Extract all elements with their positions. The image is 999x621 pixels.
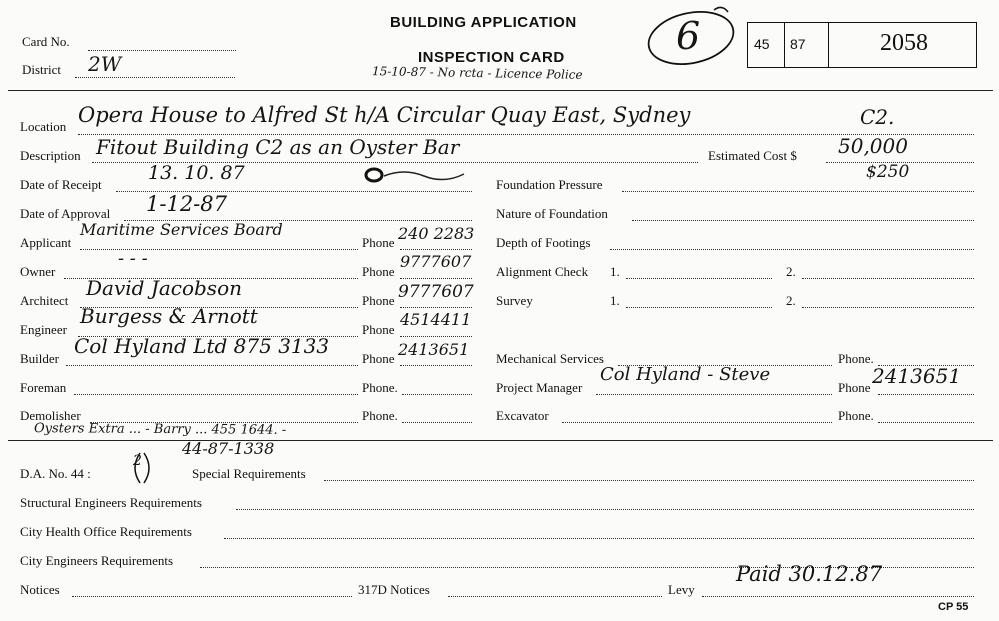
- foreman-label: Foreman: [20, 380, 67, 395]
- health-requirements-field[interactable]: [224, 538, 974, 539]
- section-divider: [8, 440, 993, 441]
- project-manager-label: Project Manager: [496, 380, 583, 395]
- builder-field[interactable]: [66, 365, 358, 366]
- project-manager-phone: 2413651: [872, 364, 962, 388]
- survey-1-label: 1.: [610, 293, 620, 308]
- mechanical-services-phone-label: Phone.: [838, 351, 874, 366]
- da-value: 44-87-1338: [182, 439, 275, 458]
- title-line1: BUILDING APPLICATION: [390, 14, 577, 31]
- special-requirements-field[interactable]: [324, 480, 974, 481]
- levy-value: Paid 30.12.87: [736, 562, 883, 586]
- applicant-value: Maritime Services Board: [80, 220, 283, 239]
- applicant-phone-field[interactable]: [400, 249, 472, 250]
- applicant-label: Applicant: [20, 235, 72, 250]
- nature-of-foundation-label: Nature of Foundation: [496, 206, 608, 221]
- card-no-field[interactable]: [88, 50, 236, 51]
- owner-label: Owner: [20, 264, 56, 279]
- owner-phone-label: Phone: [362, 264, 395, 279]
- builder-value: Col Hyland Ltd 875 3133: [74, 334, 330, 358]
- alignment-check-1-field[interactable]: [626, 278, 772, 279]
- foundation-pressure-value: $250: [866, 162, 910, 182]
- date-of-approval-value: 1-12-87: [146, 192, 227, 216]
- card-number-box: [747, 22, 977, 68]
- handwritten-note: Oysters Extra ... - Barry ... 455 1644. -: [33, 421, 287, 438]
- foundation-pressure-field[interactable]: [622, 191, 974, 192]
- date-of-receipt-label: Date of Receipt: [20, 177, 102, 192]
- owner-value: - - -: [118, 248, 148, 269]
- foreman-phone-label: Phone.: [362, 380, 398, 395]
- form-code: CP 55: [938, 601, 969, 613]
- title-line2: INSPECTION CARD: [418, 49, 565, 66]
- survey-1-field[interactable]: [626, 307, 772, 308]
- depth-of-footings-field[interactable]: [610, 249, 974, 250]
- card-no-label: Card No.: [22, 34, 70, 49]
- card-prefix-b: 87: [790, 36, 806, 52]
- alignment-check-label: Alignment Check: [496, 264, 589, 279]
- foreman-field[interactable]: [74, 394, 358, 395]
- builder-phone: 2413651: [398, 340, 470, 359]
- estimated-cost-value: 50,000: [838, 134, 908, 158]
- architect-value: David Jacobson: [86, 276, 242, 300]
- applicant-phone-label: Phone: [362, 235, 395, 250]
- location-label: Location: [20, 119, 67, 134]
- location-value: Opera House to Alfred St h/A Circular Quay East, Sydney: [78, 103, 691, 127]
- card-number: 2058: [880, 30, 928, 56]
- date-of-receipt-value: 13. 10. 87: [148, 162, 245, 184]
- district-field[interactable]: [75, 77, 235, 78]
- card-prefix-a: 45: [754, 36, 770, 52]
- builder-label: Builder: [20, 351, 59, 366]
- survey-2-label: 2.: [786, 293, 796, 308]
- notices-label: Notices: [20, 582, 60, 597]
- engineer-label: Engineer: [20, 322, 67, 337]
- special-requirements-label: Special Requirements: [192, 466, 306, 481]
- estimated-cost-label: Estimated Cost $: [708, 148, 797, 163]
- survey-label: Survey: [496, 293, 533, 308]
- demolisher-phone-field[interactable]: [402, 422, 472, 423]
- engineer-phone-field[interactable]: [400, 336, 472, 337]
- city-engineers-requirements-label: City Engineers Requirements: [20, 553, 174, 568]
- levy-label: Levy: [668, 582, 695, 597]
- excavator-label: Excavator: [496, 408, 549, 423]
- nature-of-foundation-field[interactable]: [632, 220, 974, 221]
- project-manager-phone-label: Phone: [838, 380, 871, 395]
- notices-317d-field[interactable]: [448, 596, 662, 597]
- header-divider: [8, 90, 993, 91]
- circled-number: 6: [676, 14, 701, 58]
- structural-requirements-label: Structural Engineers Requirements: [20, 495, 202, 510]
- engineer-value: Burgess & Arnott: [80, 304, 258, 328]
- mechanical-services-label: Mechanical Services: [496, 351, 604, 366]
- foundation-pressure-label: Foundation Pressure: [496, 177, 603, 192]
- description-label: Description: [20, 148, 81, 163]
- health-requirements-label: City Health Office Requirements: [20, 524, 192, 539]
- project-manager-value: Col Hyland - Steve: [600, 364, 771, 385]
- receipt-stamp-mark: [360, 164, 470, 186]
- da-label: D.A. No. 44 :: [20, 466, 91, 481]
- alignment-check-2-label: 2.: [786, 264, 796, 279]
- header-note: 15-10-87 - No rcta - Licence Police: [371, 64, 583, 82]
- description-value: Fitout Building C2 as an Oyster Bar: [96, 135, 460, 159]
- project-manager-field[interactable]: [596, 394, 832, 395]
- excavator-field[interactable]: [562, 422, 832, 423]
- structural-requirements-field[interactable]: [236, 509, 974, 510]
- da-circled: 2: [133, 453, 142, 469]
- builder-phone-field[interactable]: [400, 365, 472, 366]
- architect-label: Architect: [20, 293, 69, 308]
- date-of-approval-label: Date of Approval: [20, 206, 111, 221]
- owner-phone-field[interactable]: [400, 278, 472, 279]
- depth-of-footings-label: Depth of Footings: [496, 235, 591, 250]
- owner-phone: 9777607: [400, 252, 472, 271]
- applicant-phone: 240 2283: [398, 224, 475, 243]
- demolisher-label: Demolisher: [20, 408, 81, 423]
- foreman-phone-field[interactable]: [402, 394, 472, 395]
- district-value: 2W: [88, 52, 122, 76]
- notices-317d-label: 317D Notices: [358, 582, 430, 597]
- excavator-phone-field[interactable]: [878, 422, 974, 423]
- location-postcode: C2.: [860, 105, 895, 129]
- alignment-check-1-label: 1.: [610, 264, 620, 279]
- notices-field[interactable]: [72, 596, 352, 597]
- architect-phone-field[interactable]: [400, 307, 472, 308]
- engineer-phone-label: Phone: [362, 322, 395, 337]
- levy-field[interactable]: [702, 596, 974, 597]
- excavator-phone-label: Phone.: [838, 408, 874, 423]
- survey-2-field[interactable]: [802, 307, 974, 308]
- project-manager-phone-field[interactable]: [878, 394, 974, 395]
- district-label: District: [22, 62, 61, 77]
- alignment-check-2-field[interactable]: [802, 278, 974, 279]
- engineer-phone: 4514411: [400, 310, 472, 329]
- builder-phone-label: Phone: [362, 351, 395, 366]
- architect-phone: 9777607: [398, 282, 474, 302]
- demolisher-phone-label: Phone.: [362, 408, 398, 423]
- architect-phone-label: Phone: [362, 293, 395, 308]
